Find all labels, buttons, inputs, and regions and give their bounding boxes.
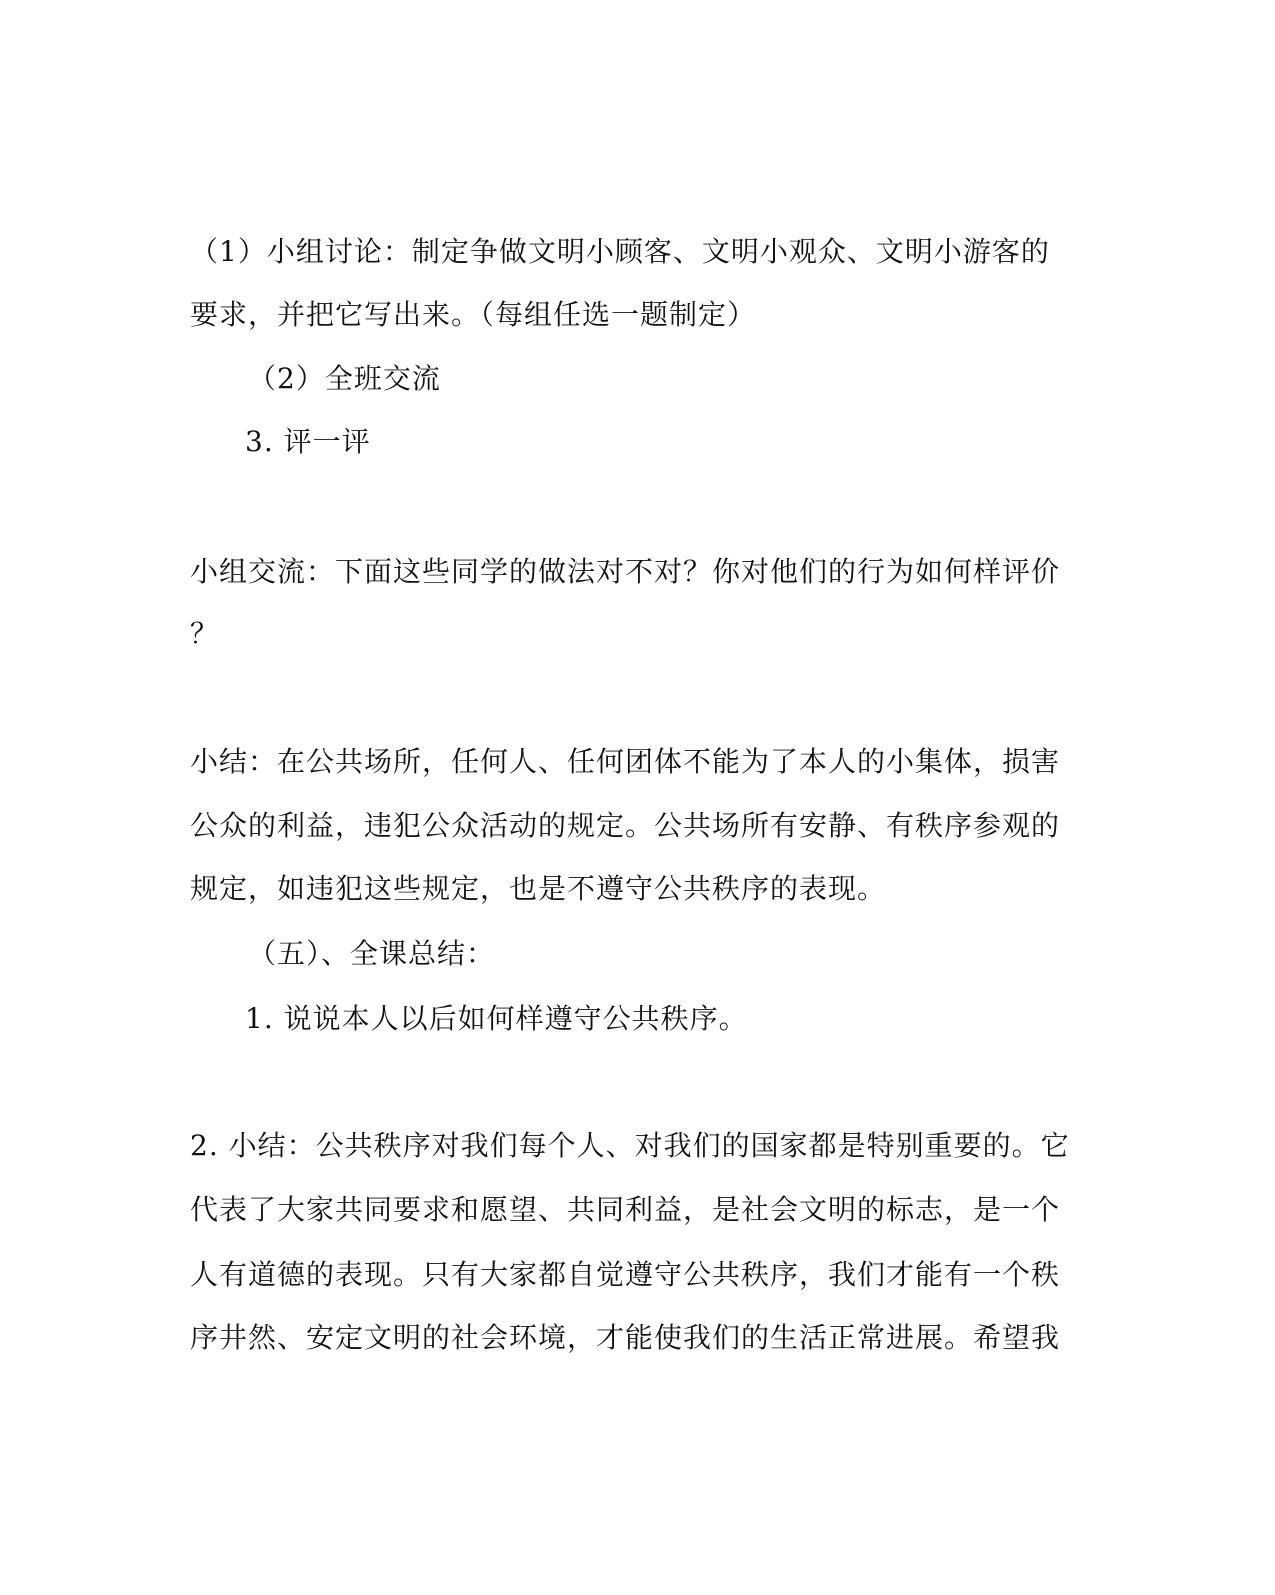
paragraph-line-requirements: 要求，并把它写出来。（每组任选一题制定）	[190, 298, 757, 331]
paragraph-line-class-exchange: （2）全班交流	[248, 362, 441, 395]
paragraph-line-summary-2: 公众的利益，违犯公众活动的规定。公共场所有安静、有秩序参观的	[190, 809, 1061, 842]
paragraph-line-group-discussion: （1）小组讨论：制定争做文明小顾客、文明小观众、文明小游客的	[190, 235, 1050, 268]
paragraph-line-item-1: 1. 说说本人以后如何样遵守公共秩序。	[245, 1002, 748, 1035]
paragraph-line-item-2-c: 人有道德的表现。只有大家都自觉遵守公共秩序，我们才能有一个秩	[190, 1258, 1061, 1291]
paragraph-line-evaluate: 3. 评一评	[245, 425, 371, 458]
paragraph-line-item-2-b: 代表了大家共同要求和愿望、共同利益，是社会文明的标志，是一个	[190, 1193, 1061, 1226]
paragraph-line-item-2-a: 2. 小结：公共秩序对我们每个人、对我们的国家都是特别重要的。它	[190, 1129, 1070, 1162]
paragraph-line-question-mark: ？	[190, 617, 220, 650]
paragraph-line-summary-3: 规定，如违犯这些规定，也是不遵守公共秩序的表现。	[190, 872, 887, 905]
paragraph-line-summary-1: 小结：在公共场所，任何人、任何团体不能为了本人的小集体，损害	[190, 745, 1061, 778]
paragraph-line-group-exchange: 小组交流：下面这些同学的做法对不对？你对他们的行为如何样评价	[190, 555, 1061, 588]
paragraph-line-item-2-d: 序井然、安定文明的社会环境，才能使我们的生活正常进展。希望我	[190, 1321, 1061, 1354]
section-heading-lesson-summary: （五）、全课总结：	[248, 937, 496, 970]
